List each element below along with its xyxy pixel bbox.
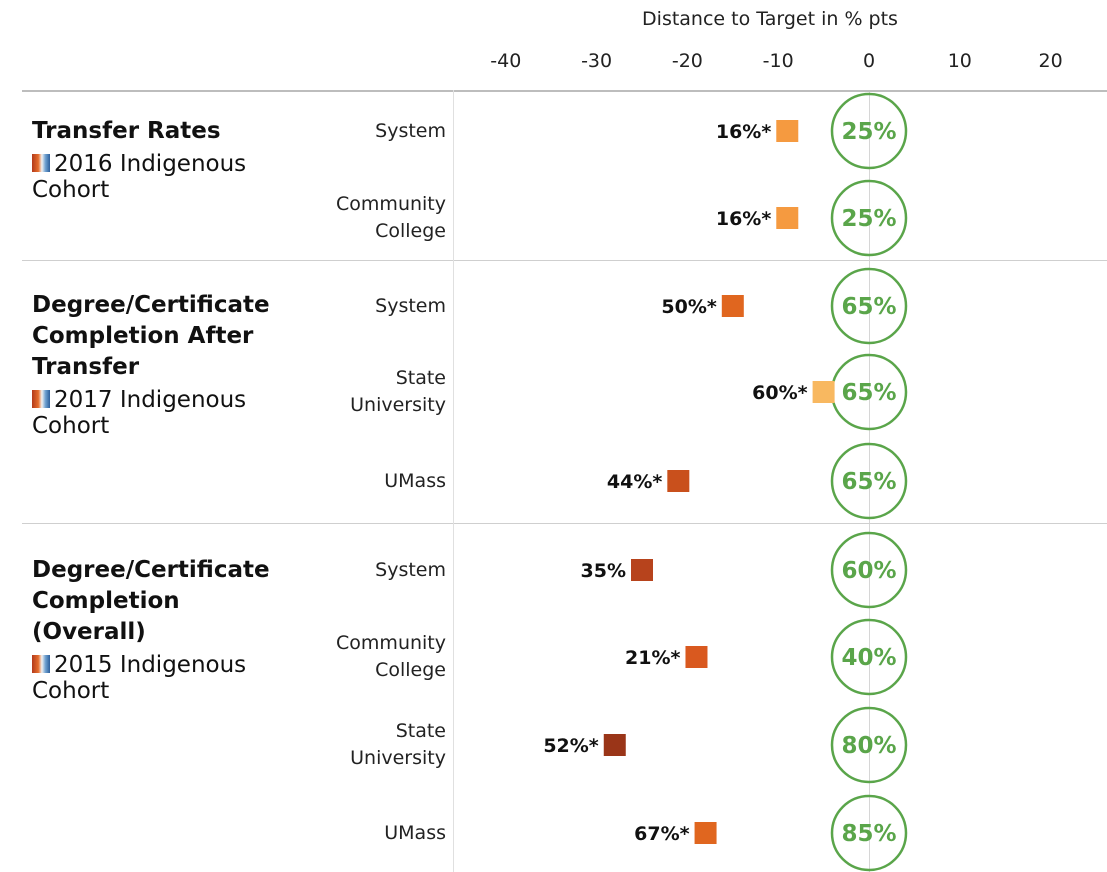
data-point bbox=[667, 470, 689, 492]
data-point bbox=[813, 381, 835, 403]
x-tick-label: -40 bbox=[490, 50, 522, 72]
group-title-line: Degree/Certificate bbox=[32, 292, 270, 318]
cohort-text: 2017 Indigenous bbox=[54, 387, 247, 413]
data-value-label: 16%* bbox=[715, 208, 772, 230]
x-tick-label: 0 bbox=[862, 50, 876, 72]
row-label-line: UMass bbox=[384, 821, 446, 844]
row-label-line: University bbox=[350, 747, 446, 769]
row-label-line: University bbox=[350, 394, 446, 416]
x-tick-label: 20 bbox=[1038, 50, 1063, 72]
target-value-label: 80% bbox=[841, 733, 897, 759]
target-value-label: 60% bbox=[841, 558, 897, 584]
target-value-label: 40% bbox=[841, 645, 897, 671]
row-label-line: College bbox=[375, 659, 446, 681]
data-point bbox=[776, 207, 798, 229]
row-label-line: System bbox=[375, 119, 446, 142]
row-label-line: UMass bbox=[384, 469, 446, 492]
x-tick-label: -30 bbox=[581, 50, 613, 72]
cohort-text-line2: Cohort bbox=[32, 413, 110, 439]
data-value-label: 60%* bbox=[752, 382, 808, 404]
target-value-label: 65% bbox=[841, 380, 897, 406]
x-tick-label: -20 bbox=[671, 50, 703, 72]
row-label-line: Community bbox=[336, 193, 446, 215]
row-label-line: System bbox=[375, 294, 446, 317]
data-value-label: 52%* bbox=[543, 735, 599, 757]
group-title-line: Completion After bbox=[32, 323, 254, 349]
data-value-label: 50%* bbox=[661, 296, 717, 318]
row-label-line: State bbox=[395, 720, 446, 742]
data-value-label: 21%* bbox=[625, 647, 681, 669]
data-point bbox=[695, 822, 717, 844]
x-tick-label: 10 bbox=[947, 50, 972, 72]
target-value-label: 65% bbox=[841, 469, 897, 495]
data-value-label: 16%* bbox=[715, 121, 772, 143]
cohort-text: 2016 Indigenous bbox=[54, 151, 247, 177]
group-title-line: Transfer bbox=[32, 354, 140, 380]
cohort-text-line2: Cohort bbox=[32, 678, 110, 704]
target-value-label: 25% bbox=[841, 119, 897, 145]
x-axis-title: Distance to Target in % pts bbox=[642, 8, 898, 30]
data-value-label: 44%* bbox=[606, 471, 663, 493]
row-label-line: College bbox=[375, 220, 446, 242]
data-point bbox=[685, 646, 707, 668]
data-point bbox=[776, 120, 798, 142]
data-value-label: 67%* bbox=[634, 823, 690, 845]
data-value-label: 35% bbox=[580, 560, 626, 582]
data-point bbox=[722, 295, 744, 317]
row-label-line: State bbox=[395, 367, 446, 389]
row-label-line: Community bbox=[336, 632, 446, 654]
row-label-line: System bbox=[375, 558, 446, 581]
group-title-line: Completion bbox=[32, 588, 180, 614]
cohort-text-line2: Cohort bbox=[32, 177, 110, 203]
target-value-label: 85% bbox=[841, 821, 897, 847]
group-title-line: Degree/Certificate bbox=[32, 557, 270, 583]
group-title-line: Transfer Rates bbox=[32, 118, 221, 144]
group-title-line: (Overall) bbox=[32, 619, 146, 645]
cohort-text: 2015 Indigenous bbox=[54, 652, 247, 678]
x-tick-label: -10 bbox=[762, 50, 794, 72]
target-value-label: 25% bbox=[841, 206, 897, 232]
data-point bbox=[631, 559, 653, 581]
target-value-label: 65% bbox=[841, 294, 897, 320]
data-point bbox=[604, 734, 626, 756]
